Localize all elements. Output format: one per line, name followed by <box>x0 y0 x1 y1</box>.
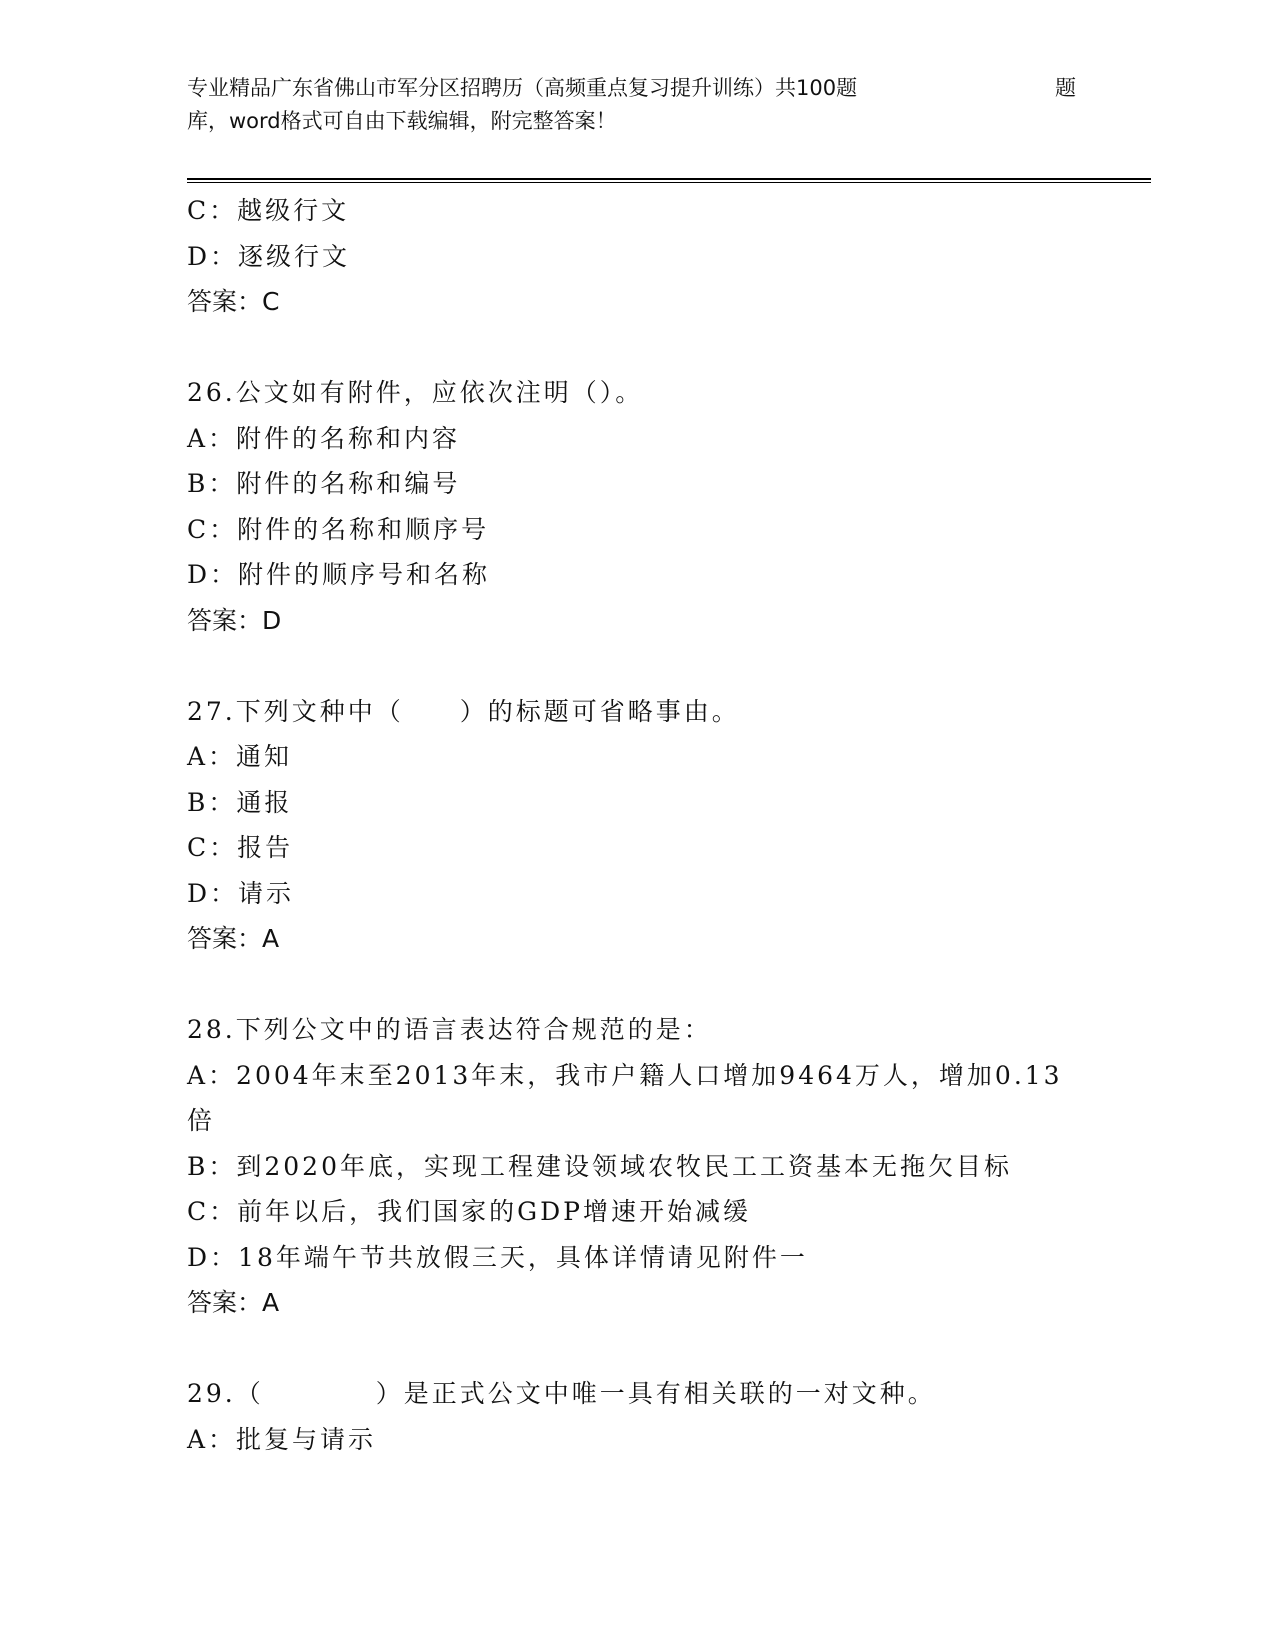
spacer <box>187 643 1087 689</box>
option-c: C：前年以后，我们国家的GDP增速开始减缓 <box>187 1197 751 1226</box>
answer-label: 答案：C <box>187 287 280 316</box>
question-stem: 26.公文如有附件，应依次注明（）。 <box>187 378 644 407</box>
question-stem: 28.下列公文中的语言表达符合规范的是： <box>187 1015 712 1044</box>
option-c: C：越级行文 <box>187 196 350 225</box>
option-a-continued: 倍 <box>187 1106 216 1135</box>
question-26 <box>187 370 1087 643</box>
option-c: C：附件的名称和顺序号 <box>187 514 490 544</box>
option-b: B：到2020年底，实现工程建设领域农牧民工工资基本无拖欠目标 <box>187 1151 1012 1181</box>
option-d: D：18年端午节共放假三天，具体详情请见附件一 <box>187 1242 808 1272</box>
option-c: C：报告 <box>187 833 294 862</box>
option-b: B：通报 <box>187 787 293 817</box>
question-list <box>187 188 1087 1462</box>
question-29 <box>187 1371 1087 1462</box>
answer-label: 答案：A <box>187 1288 280 1317</box>
document-header <box>187 72 1087 138</box>
header-line-1 <box>187 72 1087 105</box>
spacer <box>187 325 1087 371</box>
question-stem: 27.下列文种中（ ）的标题可省略事由。 <box>187 696 740 726</box>
option-b: B：附件的名称和编号 <box>187 469 461 498</box>
header-divider-thin <box>187 182 1151 183</box>
question-27 <box>187 689 1087 962</box>
spacer <box>187 1326 1087 1372</box>
answer-label: 答案：A <box>187 924 280 953</box>
option-a: A：通知 <box>187 742 293 771</box>
option-a: A：批复与请示 <box>187 1424 377 1454</box>
option-a: A：2004年末至2013年末，我市户籍人口增加9464万人，增加0.13 <box>187 1060 1063 1090</box>
spacer <box>187 962 1087 1008</box>
question-28 <box>187 1007 1087 1326</box>
question-stem: 29.（ ）是正式公文中唯一具有相关联的一对文种。 <box>187 1379 936 1408</box>
option-d: D：逐级行文 <box>187 241 351 271</box>
option-d: D：附件的顺序号和名称 <box>187 560 491 589</box>
answer-label: 答案：D <box>187 605 282 635</box>
header-divider-thick <box>187 178 1151 180</box>
header-line-2: 库，word格式可自由下载编辑，附完整答案！ <box>187 109 617 133</box>
question-25-tail <box>187 188 1087 325</box>
header-title-tail: 题 <box>1055 76 1076 100</box>
header-title: 专业精品广东省佛山市军分区招聘历（高频重点复习提升训练）共100题 <box>187 76 858 100</box>
option-a: A：附件的名称和内容 <box>187 423 461 453</box>
option-d: D：请示 <box>187 878 295 908</box>
